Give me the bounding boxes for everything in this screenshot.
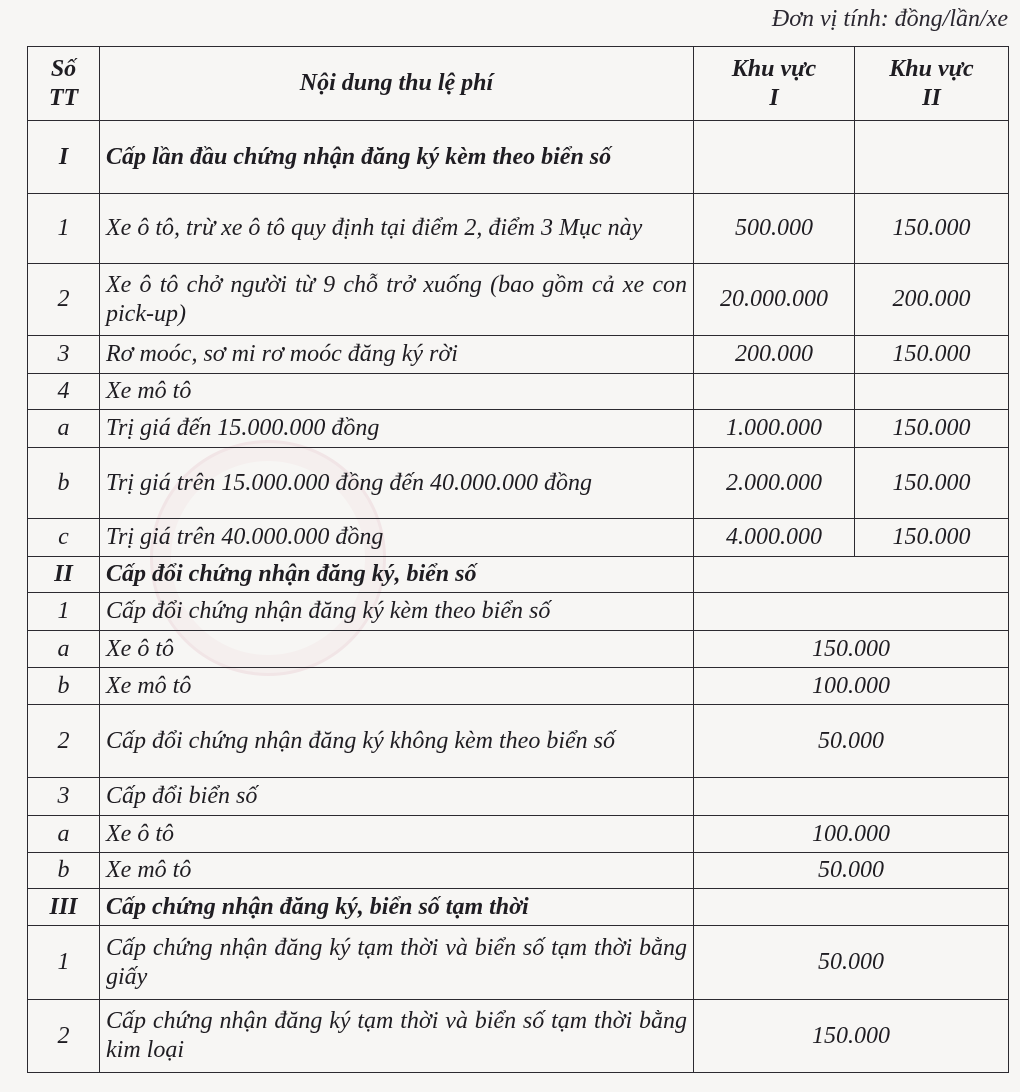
row-stt: b [28,448,100,519]
table-row-section-1 [28,121,1009,194]
table-row [28,631,1009,668]
row-stt: III [28,889,100,926]
row-content: Xe mô tô [100,374,694,410]
row-content: Cấp đổi chứng nhận đăng ký, biển số [100,557,694,593]
header-region-2-line1: Khu vực [889,55,974,82]
table-row-section-2 [28,557,1009,593]
header-region-1 [694,47,855,121]
table-header-row [28,47,1009,121]
row-region-2-fee [855,374,1009,410]
table-row [28,336,1009,374]
row-stt: 2 [28,1000,100,1073]
row-region-1-fee: 200.000 [694,336,855,374]
row-fee-merged: 100.000 [694,816,1009,853]
table-row [28,853,1009,889]
header-region-1-line1: Khu vực [731,55,817,82]
row-content: Cấp đổi chứng nhận đăng ký không kèm theo biển số [100,705,694,778]
row-region-2-fee: 150.000 [855,519,1009,557]
row-fee-merged [694,778,1009,816]
row-content: Cấp chứng nhận đăng ký tạm thời và biển số tạm thời bằng kim loại [100,1000,694,1073]
unit-note: Đơn vị tính: đồng/lần/xe [771,6,1008,32]
row-fee-merged: 50.000 [694,853,1009,889]
row-region-2-fee: 150.000 [855,448,1009,519]
row-content: Xe mô tô [100,853,694,889]
table-row [28,705,1009,778]
row-content: Cấp đổi biển số [100,778,694,816]
row-content: Cấp chứng nhận đăng ký tạm thời và biển số tạm thời bằng giấy [100,926,694,1000]
row-content: Rơ moóc, sơ mi rơ moóc đăng ký rời [100,336,694,374]
row-content: Xe ô tô, trừ xe ô tô quy định tại điểm 2, điểm 3 Mục này [100,194,694,264]
row-stt: b [28,853,100,889]
header-stt-line1: Số [50,55,77,82]
row-fee-merged: 100.000 [694,668,1009,705]
table-row [28,448,1009,519]
row-region-1-fee: 4.000.000 [694,519,855,557]
row-content: Cấp đổi chứng nhận đăng ký kèm theo biển số [100,593,694,631]
table-row [28,410,1009,448]
header-region-2 [855,47,1009,121]
row-stt: 1 [28,194,100,264]
table-row-section-3 [28,889,1009,926]
row-stt: a [28,631,100,668]
row-content: Trị giá trên 40.000.000 đồng [100,519,694,557]
row-stt: 4 [28,374,100,410]
row-region-1-fee [694,374,855,410]
table-row [28,194,1009,264]
row-fee-merged: 50.000 [694,926,1009,1000]
row-region-1-fee: 20.000.000 [694,264,855,336]
row-stt: b [28,668,100,705]
table-row [28,668,1009,705]
table-row [28,519,1009,557]
row-region-2-fee: 150.000 [855,194,1009,264]
row-content: Cấp chứng nhận đăng ký, biển số tạm thời [100,889,694,926]
row-stt: 3 [28,778,100,816]
row-stt: I [28,121,100,194]
row-region-1-fee: 1.000.000 [694,410,855,448]
row-stt: 2 [28,705,100,778]
row-content: Xe ô tô [100,816,694,853]
row-fee-merged [694,889,1009,926]
table-row [28,816,1009,853]
row-fee-merged: 150.000 [694,1000,1009,1073]
row-stt: 1 [28,926,100,1000]
row-region-1-fee: 500.000 [694,194,855,264]
header-region-1-line2: I [769,84,779,111]
row-region-2-fee: 150.000 [855,336,1009,374]
row-fee-merged: 50.000 [694,705,1009,778]
header-stt [28,47,100,121]
row-region-1-fee: 2.000.000 [694,448,855,519]
row-stt: II [28,557,100,593]
header-region-2-line2: II [922,84,941,111]
row-region-2-fee [855,121,1009,194]
row-stt: 3 [28,336,100,374]
row-content: Xe ô tô [100,631,694,668]
table-row [28,264,1009,336]
row-content: Cấp lần đầu chứng nhận đăng ký kèm theo biển số [100,121,694,194]
table-row [28,593,1009,631]
row-fee-merged [694,557,1009,593]
row-region-2-fee: 200.000 [855,264,1009,336]
header-content: Nội dung thu lệ phí [100,47,694,121]
row-fee-merged: 150.000 [694,631,1009,668]
table-row [28,1000,1009,1073]
row-content: Xe ô tô chở người từ 9 chỗ trở xuống (bao gồm cả xe con pick-up) [100,264,694,336]
row-stt: 2 [28,264,100,336]
header-stt-line2: TT [48,84,79,111]
fee-table [27,46,1009,1073]
row-stt: a [28,410,100,448]
row-stt: a [28,816,100,853]
row-region-1-fee [694,121,855,194]
row-content: Trị giá trên 15.000.000 đồng đến 40.000.000 đồng [100,448,694,519]
table-row [28,926,1009,1000]
row-content: Xe mô tô [100,668,694,705]
row-stt: c [28,519,100,557]
table-row [28,374,1009,410]
row-fee-merged [694,593,1009,631]
table-row [28,778,1009,816]
row-stt: 1 [28,593,100,631]
row-content: Trị giá đến 15.000.000 đồng [100,410,694,448]
row-region-2-fee: 150.000 [855,410,1009,448]
